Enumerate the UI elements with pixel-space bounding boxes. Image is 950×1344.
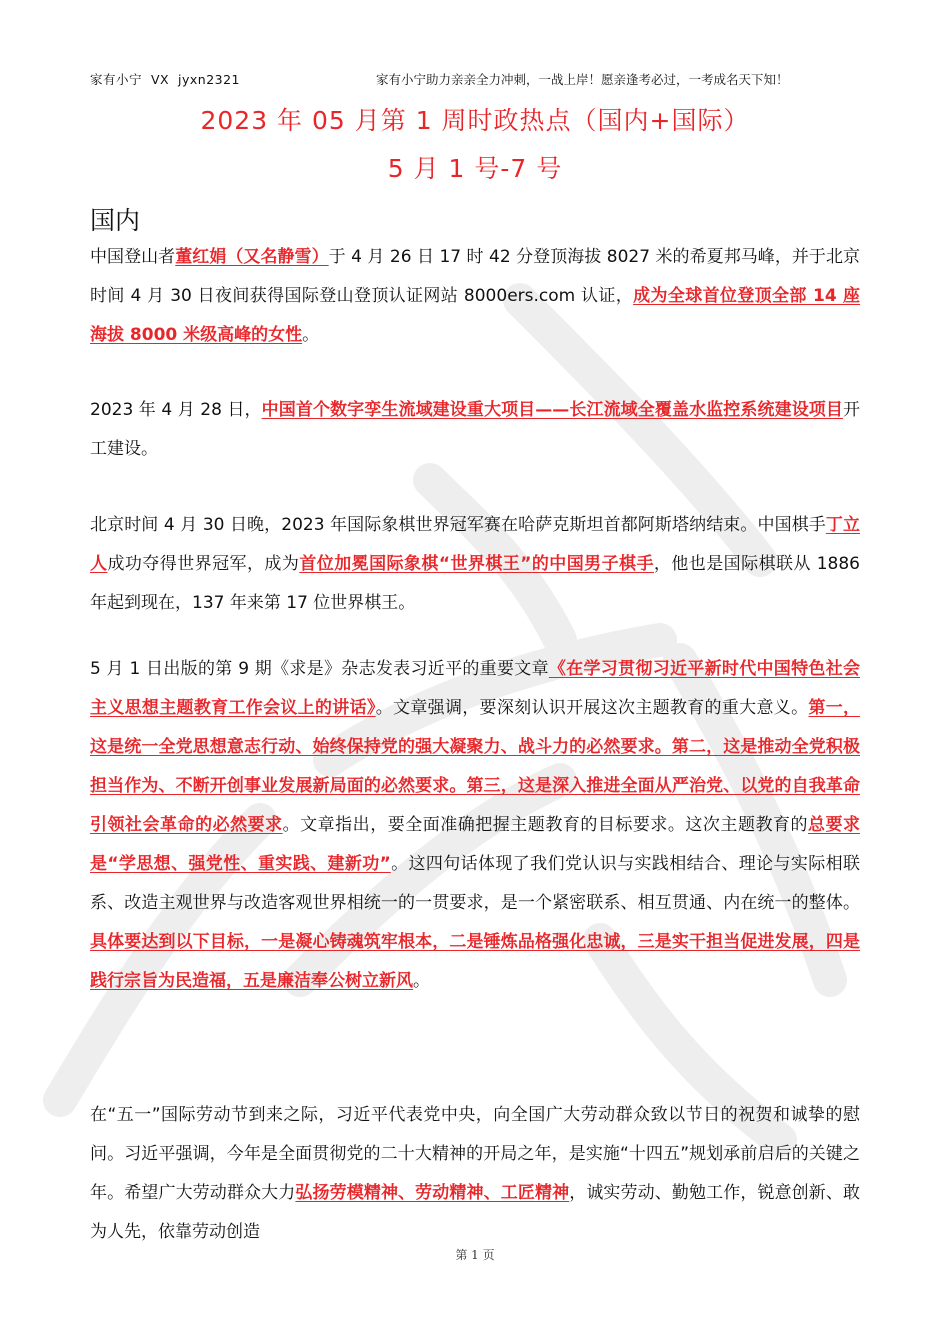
section-heading-domestic: 国内 [90, 206, 141, 235]
highlight-text: 弘扬劳模精神、劳动精神、工匠精神 [295, 1183, 570, 1203]
paragraph-text: ，他也是国际棋联从 1886 年起到现在，137 年来第 17 位世界棋王。 [90, 554, 861, 613]
paragraph-text: 。 [413, 971, 430, 991]
highlight-text: 中国首个数字孪生流域建设重大项目——长江流域全覆盖水监控系统建设项目 [261, 400, 844, 420]
document-title: 2023 年 05 月第 1 周时政热点（国内+国际） [200, 106, 750, 135]
highlight-text: 丁立人 [90, 515, 861, 574]
highlight-text: 首位加冕国际象棋“世界棋王”的中国男子棋手 [299, 554, 654, 574]
document-subtitle-dates: 5 月 1 号-7 号 [387, 154, 563, 183]
highlight-text: 董红娟（又名静雪） [175, 247, 329, 267]
paragraph-text: 北京时间 4 月 30 日晚，2023 年国际象棋世界冠军赛在哈萨克斯坦首都阿斯塔纳结束。中国棋手 [90, 515, 826, 535]
paragraph-text: 于 4 月 26 日 17 时 42 分登顶海拔 8027 米的希夏邦马峰，并于北京时间 4 月 30 日夜间获得国际登山登顶认证网站 8000ers.com 认证， [90, 247, 861, 306]
paragraph-text: 成功夺得世界冠军，成为 [107, 554, 300, 574]
header-contact: 家有小宁 VX jyxn2321 [90, 72, 241, 87]
page-number: 第 1 页 [455, 1248, 495, 1262]
paragraph-4 [90, 650, 860, 1001]
paragraph-5 [90, 1096, 860, 1252]
paragraph-text: 5 月 1 日出版的第 9 期《求是》杂志发表习近平的重要文章 [90, 659, 549, 679]
paragraph-text: 中国登山者 [90, 247, 176, 267]
paragraph-text: 开工建设。 [90, 400, 861, 459]
paragraph-text: 。 [302, 325, 320, 345]
paragraph-text: 在“五一”国际劳动节到来之际，习近平代表党中央，向全国广大劳动群众致以节日的祝贺和诚挚的慰问。习近平强调，今年是全面贯彻党的二十大精神的开局之年，是实施“十四五”规划承前启后的关键之年。希望广大劳动群众大力 [90, 1105, 860, 1203]
paragraph-1 [90, 238, 860, 355]
paragraph-3 [90, 506, 860, 623]
highlight-text: 具体要达到以下目标，一是凝心铸魂筑牢根本，二是锤炼品格强化忠诚，三是实干担当促进发展，四是践行宗旨为民造福，五是廉洁奉公树立新风 [90, 932, 860, 991]
paragraph-text: ，诚实劳动、勤勉工作，锐意创新、敢为人先，依靠劳动创造 [90, 1183, 861, 1242]
highlight-text: 《在学习贯彻习近平新时代中国特色社会主义思想主题教育工作会议上的讲话》 [90, 659, 861, 718]
highlight-text: 第一，这是统一全党思想意志行动、始终保持党的强大凝聚力、战斗力的必然要求。第二，这是推动全党积极担当作为、不断开创事业发展新局面的必然要求。第三，这是深入推进全面从严治党、以党的自我革命引领社会革命的必然要求 [90, 698, 861, 835]
highlight-text: 总要求是“学思想、强党性、重实践、建新功” [90, 815, 861, 874]
paragraph-text: 。这四句话体现了我们党认识与实践相结合、理论与实际相联系、改造主观世界与改造客观世界相统一的一贯要求，是一个紧密联系、相互贯通、内在统一的整体。 [90, 854, 860, 913]
paragraph-text: 。文章指出，要全面准确把握主题教育的目标要求。这次主题教育的 [282, 815, 808, 835]
paragraph-text: 2023 年 4 月 28 日， [90, 400, 262, 420]
header-slogan: 家有小宁助力亲亲全力冲刺，一战上岸！愿亲逢考必过，一考成名天下知！ [376, 72, 789, 87]
highlight-text: 成为全球首位登顶全部 14 座海拔 8000 米级高峰的女性 [90, 286, 861, 345]
paragraph-text: 。文章强调，要深刻认识开展这次主题教育的重大意义。 [375, 698, 809, 718]
paragraph-2 [90, 391, 860, 469]
